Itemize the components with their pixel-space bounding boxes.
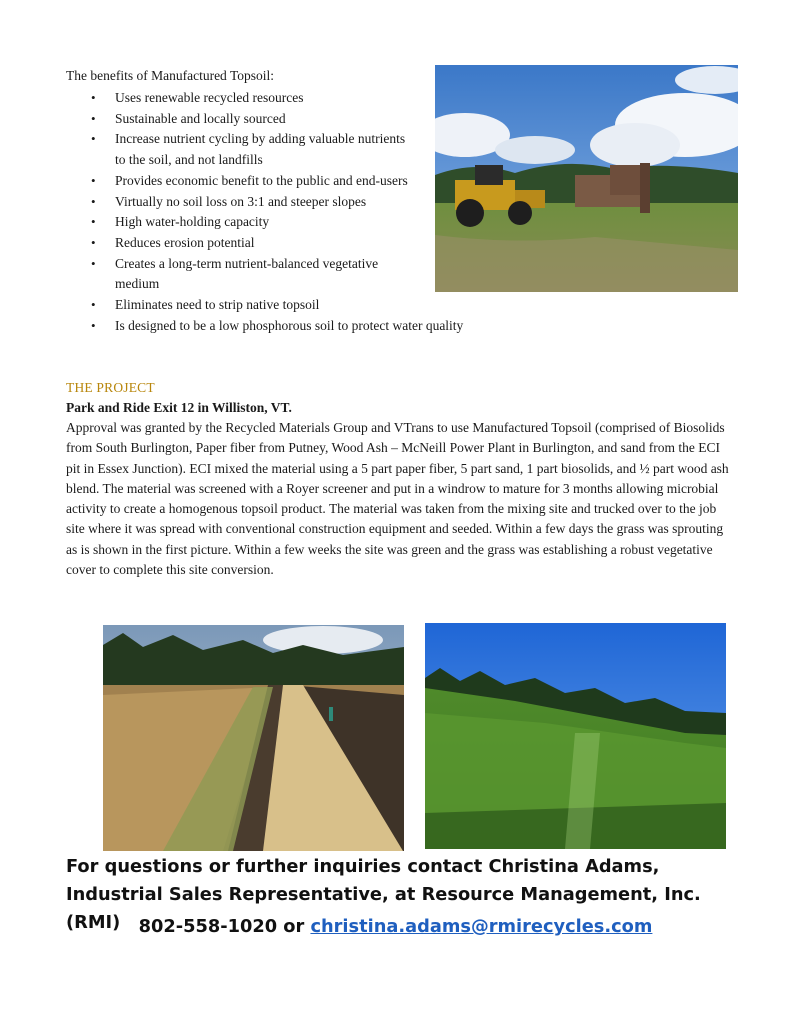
benefit-item: • Virtually no soil loss on 3:1 and steeper slopes (66, 192, 495, 213)
benefit-item: • Increase nutrient cycling by adding valuable nutrients to the soil, and not landfills (66, 129, 415, 170)
benefits-title: The benefits of Manufactured Topsoil: (66, 68, 274, 83)
benefit-item: • Reduces erosion potential (66, 233, 495, 254)
benefit-item: • Uses renewable recycled resources (66, 88, 495, 109)
benefit-item: • High water-holding capacity (66, 212, 495, 233)
phone-number: 802-558-1020 (138, 916, 278, 937)
benefit-item: • Sustainable and locally sourced (66, 109, 495, 130)
contact-info (0, 916, 791, 937)
project-heading: THE PROJECT (66, 380, 155, 395)
loader-screener-photo (435, 65, 738, 292)
benefit-item: • Eliminates need to strip native topsoil (66, 295, 495, 316)
email-link[interactable]: christina.adams@rmirecycles.com (310, 916, 653, 937)
project-description: Approval was granted by the Recycled Materials Group and VTrans to use Manufactured Topsoil (comprised of Biosolids from South Burlington, Paper fiber from Putney, Wood Ash – McNeill Power Plant in Burlington, and sand from the ECI pit in Essex Junction). ECI mixed the material using a 5 part paper fiber, 5 part sand, 1 part biosolids, and ½ part wood ash blend. The material was screened with a Royer screener and put in a windrow to mature for 3 months allowing microbial activity to create a homogenous topsoil product. The material was taken from the mixing site and trucked over to the job site where it was spread with conventional construction equipment and seeded. Within a few days the grass was sprouting as is shown in the first picture. Within a few weeks the site was green and the grass was establishing a robust vegetative cover to complete this site conversion. (66, 420, 729, 578)
benefit-item: • Creates a long-term nutrient-balanced vegetative medium (66, 254, 415, 295)
green-grass-photo (425, 623, 726, 849)
windrow-photo (103, 625, 404, 851)
benefit-item: • Is designed to be a low phosphorous soil to protect water quality (66, 316, 575, 337)
contact-message: For questions or further inquiries contact Christina Adams, Industrial Sales Representative, at Resource Management, Inc. (RMI) (66, 856, 701, 933)
contact-separator: or (277, 916, 311, 937)
project-subtitle: Park and Ride Exit 12 in Williston, VT. (66, 400, 292, 415)
benefit-item: • Provides economic benefit to the public and end-users (66, 171, 415, 192)
